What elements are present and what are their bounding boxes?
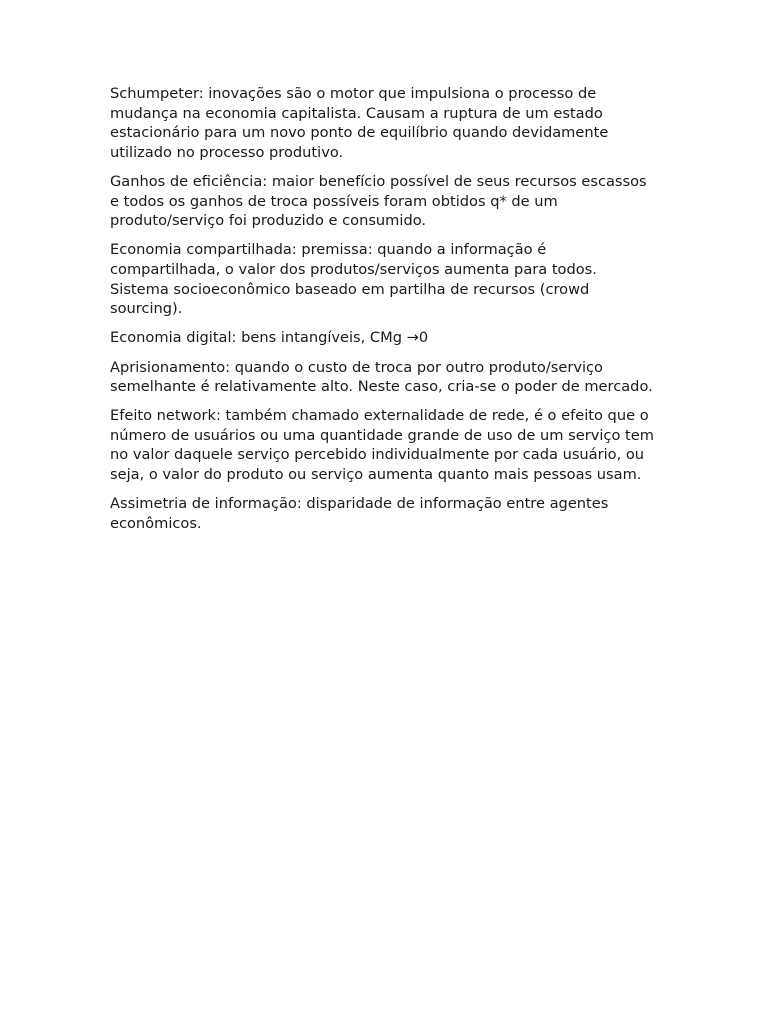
paragraph-schumpeter: Schumpeter: inovações são o motor que impulsiona o processo de mudança na economia capitalista. Causam a ruptura de um estado estacionário para um novo ponto de equilíbrio quando devidamente utilizado no processo produtivo. (110, 85, 609, 161)
document-page (110, 84, 655, 543)
paragraph-ganhos-eficiencia: Ganhos de eficiência: maior benefício possível de seus recursos escassos e todos os ganhos de troca possíveis foram obtidos q* de um produto/serviço foi produzido e consumido. (110, 172, 647, 230)
paragraph-efeito-network: Efeito network: também chamado externalidade de rede, é o efeito que o número de usuários ou uma quantidade grande de uso de um serviço tem no valor daquele serviço percebido individualmente por cada usuário, ou seja, o valor do produto ou serviço aumenta quanto mais pessoas usam. (110, 407, 654, 484)
paragraph-aprisionamento: Aprisionamento: quando o custo de troca por outro produto/serviço semelhante é relativamente alto. Neste caso, cria-se o poder de mercado. (110, 358, 653, 396)
paragraph-assimetria-informacao: Assimetria de informação: disparidade de informação entre agentes econômicos. (110, 495, 609, 532)
paragraph-economia-digital: Economia digital: bens intangíveis, CMg →0 (110, 329, 429, 347)
paragraph-economia-compartilhada: Economia compartilhada: premissa: quando a informação é compartilhada, o valor dos produtos/serviços aumenta para todos. Sistema socioeconômico baseado em partilha de recursos (crowd sourcing). (110, 241, 597, 318)
